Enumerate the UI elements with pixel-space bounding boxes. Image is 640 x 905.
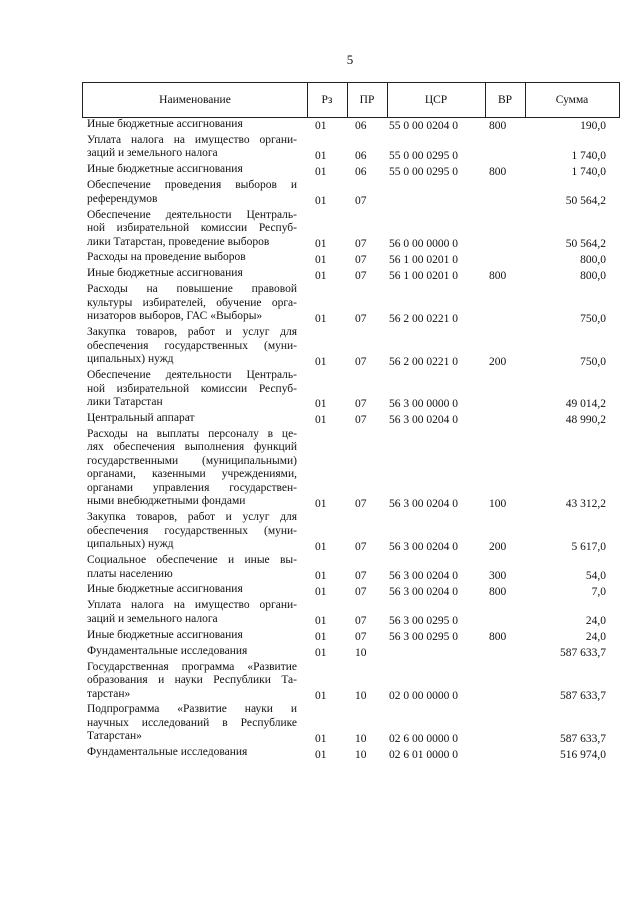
row-name (87, 412, 297, 426)
row-csr: 56 3 00 0295 0 (389, 615, 458, 628)
row-rz: 01 (315, 398, 327, 411)
row-sum: 24,0 (585, 615, 606, 628)
row-pr: 07 (355, 237, 367, 250)
table-body (0, 118, 640, 762)
table-row (0, 661, 640, 704)
row-vr: 300 (489, 569, 507, 582)
row-sum: 190,0 (580, 120, 606, 133)
row-name (87, 118, 297, 132)
row-name-line: Обеспечение деятельности Централь- (87, 369, 297, 382)
row-rz: 01 (315, 647, 327, 660)
row-sum: 750,0 (580, 355, 606, 368)
row-name-line: референдумов (87, 192, 158, 205)
row-pr: 07 (355, 631, 367, 644)
row-vr: 800 (489, 120, 507, 133)
row-csr: 56 2 00 0221 0 (389, 355, 458, 368)
row-name-line: Государственная программа «Развитие (87, 660, 297, 673)
row-sum: 24,0 (585, 631, 606, 644)
row-name (87, 267, 297, 281)
row-pr: 07 (355, 585, 367, 598)
table-row (0, 629, 640, 645)
row-rz: 01 (315, 269, 327, 282)
row-name-line: Иные бюджетные ассигнования (87, 628, 243, 641)
table-row (0, 326, 640, 369)
row-name-line: образования и науки Республики Та- (87, 674, 297, 687)
row-rz: 01 (315, 165, 327, 178)
row-name-line: Татарстан» (87, 730, 142, 743)
row-csr: 56 3 00 0204 0 (389, 497, 458, 510)
table-row (0, 428, 640, 511)
row-name-line: Уплата налога на имущество органи- (87, 599, 297, 612)
page-number: 5 (346, 52, 354, 67)
row-name (87, 326, 297, 367)
row-rz: 01 (315, 615, 327, 628)
row-rz: 01 (315, 585, 327, 598)
row-name-line: заций и земельного налога (87, 612, 218, 625)
row-name-line: Иные бюджетные ассигнования (87, 163, 243, 176)
row-name-line: Центральный аппарат (87, 411, 195, 424)
row-sum: 48 990,2 (565, 414, 606, 427)
row-csr: 55 0 00 0295 0 (389, 149, 458, 162)
row-sum: 587 633,7 (560, 647, 606, 660)
row-name (87, 428, 297, 509)
row-pr: 07 (355, 312, 367, 325)
row-sum: 587 633,7 (560, 689, 606, 702)
header-sum: Сумма (555, 94, 589, 106)
row-pr: 06 (355, 165, 367, 178)
row-name (87, 283, 297, 324)
row-rz: 01 (315, 195, 327, 208)
table-row (0, 134, 640, 163)
row-sum: 1 740,0 (571, 149, 606, 162)
table-row (0, 118, 640, 134)
row-name-line: обеспечения государственных (муни- (87, 339, 297, 352)
row-rz: 01 (315, 748, 327, 761)
row-sum: 50 564,2 (565, 237, 606, 250)
table-row (0, 645, 640, 661)
row-name (87, 369, 297, 410)
row-name (87, 599, 297, 626)
row-name-line: Обеспечение проведения выборов и (87, 179, 297, 192)
row-rz: 01 (315, 414, 327, 427)
row-rz: 01 (315, 732, 327, 745)
row-rz: 01 (315, 237, 327, 250)
table-row (0, 412, 640, 428)
table-row (0, 267, 640, 283)
row-name-line: Закупка товаров, работ и услуг для (87, 511, 297, 524)
row-vr: 100 (489, 497, 507, 510)
row-name-line: платы населению (87, 567, 173, 580)
table-row (0, 209, 640, 252)
row-pr: 07 (355, 398, 367, 411)
row-sum: 516 974,0 (560, 748, 606, 761)
row-name (87, 703, 297, 744)
row-name-line: обеспечения государственных (муни- (87, 524, 297, 537)
row-csr: 56 1 00 0201 0 (389, 269, 458, 282)
table-row (0, 179, 640, 208)
table-row (0, 703, 640, 746)
row-name-line: Расходы на повышение правовой (87, 283, 297, 296)
row-rz: 01 (315, 631, 327, 644)
row-csr: 02 6 00 0000 0 (389, 732, 458, 745)
table-row (0, 554, 640, 583)
row-pr: 07 (355, 269, 367, 282)
row-name-line: органами, казенными учреждениями, (87, 468, 297, 481)
table-header (82, 82, 620, 118)
row-pr: 06 (355, 149, 367, 162)
row-sum: 800,0 (580, 253, 606, 266)
row-name (87, 629, 297, 643)
row-csr: 56 3 00 0204 0 (389, 540, 458, 553)
row-name (87, 645, 297, 659)
table-row (0, 583, 640, 599)
table-row (0, 746, 640, 762)
row-rz: 01 (315, 355, 327, 368)
row-name-line: Уплата налога на имущество органи- (87, 133, 297, 146)
row-pr: 07 (355, 497, 367, 510)
row-sum: 750,0 (580, 312, 606, 325)
row-csr: 56 3 00 0204 0 (389, 569, 458, 582)
header-pr: ПР (359, 94, 375, 106)
row-sum: 49 014,2 (565, 398, 606, 411)
row-csr: 56 3 00 0000 0 (389, 398, 458, 411)
row-sum: 587 633,7 (560, 732, 606, 745)
row-rz: 01 (315, 689, 327, 702)
row-pr: 07 (355, 253, 367, 266)
row-name-line: государственными (муниципальными) (87, 454, 297, 467)
row-name-line: ными внебюджетными фондами (87, 495, 246, 508)
row-sum: 800,0 (580, 269, 606, 282)
row-name-line: лики Татарстан (87, 396, 163, 409)
table-row (0, 511, 640, 554)
row-name (87, 661, 297, 702)
row-name-line: культуры избирателей, обучение орга- (87, 296, 297, 309)
row-sum: 7,0 (591, 585, 606, 598)
row-sum: 50 564,2 (565, 195, 606, 208)
row-name-line: Подпрограмма «Развитие науки и (87, 703, 297, 716)
row-name-line: ной избирательной комиссии Респуб- (87, 382, 297, 395)
row-name-line: научных исследований в Республике (87, 716, 297, 729)
table-row (0, 283, 640, 326)
row-name-line: Фундаментальные исследования (87, 644, 248, 657)
row-pr: 10 (355, 732, 367, 745)
row-csr: 55 0 00 0295 0 (389, 165, 458, 178)
row-pr: 10 (355, 748, 367, 761)
row-csr: 55 0 00 0204 0 (389, 120, 458, 133)
row-csr: 56 3 00 0295 0 (389, 631, 458, 644)
row-name-line: лики Татарстан, проведение выборов (87, 235, 270, 248)
row-name-line: Расходы на выплаты персоналу в це- (87, 427, 297, 440)
row-pr: 07 (355, 414, 367, 427)
row-name (87, 179, 297, 206)
row-vr: 800 (489, 165, 507, 178)
row-vr: 800 (489, 269, 507, 282)
row-name-line: заций и земельного налога (87, 147, 218, 160)
row-vr: 800 (489, 631, 507, 644)
row-name (87, 251, 297, 265)
row-rz: 01 (315, 312, 327, 325)
row-pr: 07 (355, 195, 367, 208)
row-csr: 02 0 00 0000 0 (389, 689, 458, 702)
header-name: Наименование (159, 94, 231, 106)
row-name (87, 746, 297, 760)
row-name-line: Иные бюджетные ассигнования (87, 118, 243, 130)
row-pr: 10 (355, 689, 367, 702)
header-rz: Рз (321, 94, 333, 106)
row-name-line: Расходы на проведение выборов (87, 251, 246, 264)
row-rz: 01 (315, 497, 327, 510)
row-name-line: ципальных) нужд (87, 538, 174, 551)
row-vr: 200 (489, 355, 507, 368)
row-pr: 07 (355, 355, 367, 368)
row-csr: 56 2 00 0221 0 (389, 312, 458, 325)
row-name-line: ципальных) нужд (87, 353, 174, 366)
row-name (87, 163, 297, 177)
row-name (87, 583, 297, 597)
row-rz: 01 (315, 569, 327, 582)
row-vr: 800 (489, 585, 507, 598)
row-rz: 01 (315, 540, 327, 553)
row-csr: 56 0 00 0000 0 (389, 237, 458, 250)
row-name-line: Обеспечение деятельности Централь- (87, 208, 297, 221)
row-name-line: Фундаментальные исследования (87, 746, 248, 759)
row-name-line: Социальное обеспечение и иные вы- (87, 554, 297, 567)
row-csr: 56 3 00 0204 0 (389, 585, 458, 598)
row-name-line: лях обеспечения выполнения функций (87, 441, 297, 454)
row-name-line: ной избирательной комиссии Респуб- (87, 222, 297, 235)
row-rz: 01 (315, 120, 327, 133)
row-name-line: органами управления государствен- (87, 481, 297, 494)
table-row (0, 251, 640, 267)
row-name (87, 134, 297, 161)
row-pr: 07 (355, 540, 367, 553)
row-name-line: низаторов выборов, ГАС «Выборы» (87, 310, 263, 323)
row-csr: 56 3 00 0204 0 (389, 414, 458, 427)
row-pr: 07 (355, 569, 367, 582)
table-row (0, 163, 640, 179)
row-name-line: тарстан» (87, 687, 131, 700)
row-csr: 56 1 00 0201 0 (389, 253, 458, 266)
row-pr: 06 (355, 120, 367, 133)
row-vr: 200 (489, 540, 507, 553)
row-csr: 02 6 01 0000 0 (389, 748, 458, 761)
row-sum: 1 740,0 (571, 165, 606, 178)
header-vr: ВР (497, 94, 513, 106)
table-row (0, 599, 640, 628)
row-name (87, 554, 297, 581)
row-sum: 54,0 (585, 569, 606, 582)
table-row (0, 369, 640, 412)
header-csr: ЦСР (424, 94, 448, 106)
row-rz: 01 (315, 149, 327, 162)
row-pr: 10 (355, 647, 367, 660)
row-sum: 5 617,0 (571, 540, 606, 553)
row-rz: 01 (315, 253, 327, 266)
row-name-line: Иные бюджетные ассигнования (87, 267, 243, 280)
row-sum: 43 312,2 (565, 497, 606, 510)
row-name (87, 209, 297, 250)
row-pr: 07 (355, 615, 367, 628)
row-name (87, 511, 297, 552)
row-name-line: Иные бюджетные ассигнования (87, 583, 243, 596)
row-name-line: Закупка товаров, работ и услуг для (87, 326, 297, 339)
